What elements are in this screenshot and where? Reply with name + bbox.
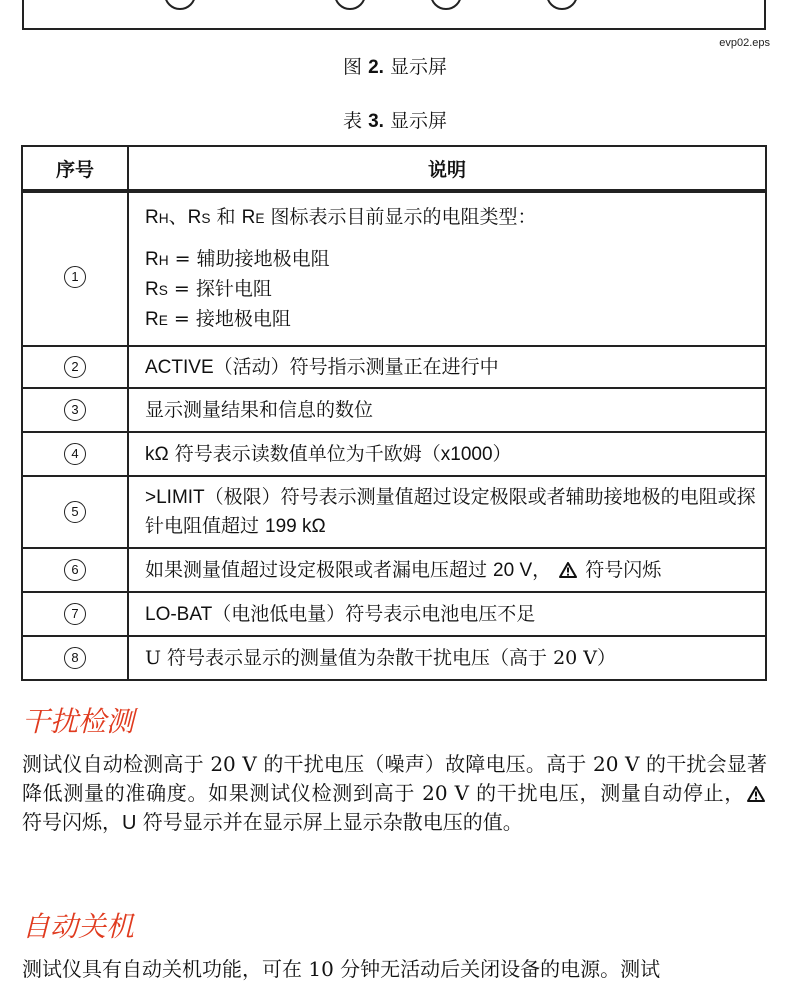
figure-callout-circle: [164, 0, 196, 10]
warning-triangle-icon: [747, 786, 765, 802]
warning-triangle-icon: [559, 562, 577, 578]
section-heading-auto-off: 自动关机: [22, 910, 135, 943]
table-row: [22, 476, 766, 548]
item-number-badge: 8: [64, 647, 86, 669]
figure-callout-circle: [334, 0, 366, 10]
table-row: [22, 191, 766, 346]
table-row: [22, 636, 766, 680]
section-heading-interference: 干扰检测: [22, 705, 135, 738]
row-description: LO-BAT（电池低电量）符号表示电池电压不足: [128, 592, 766, 636]
resistance-definition: RH = 辅助接地极电阻: [145, 248, 330, 270]
interference-paragraph: 测试仪自动检测高于 20 V 的干扰电压（噪声）故障电压。高于 20 V 的干扰会显著降低测量的准确度。如果测试仪检测到高于 20 V 的干扰电压，测量自动停止， 符号闪烁，U 符号显示并在显示屏上显示杂散电压的值。: [22, 752, 767, 834]
figure-callout-circle: [546, 0, 578, 10]
row-description: 如果测量值超过设定极限或者漏电压超过 20 V， 符号闪烁: [128, 548, 766, 592]
display-figure-frame: [22, 0, 766, 30]
header-number: 序号: [22, 146, 128, 191]
item-number-badge: 1: [64, 266, 86, 288]
table-row: [22, 432, 766, 476]
item-number-badge: 3: [64, 399, 86, 421]
figure-callout-circle: [430, 0, 462, 10]
table-row: [22, 346, 766, 388]
table-header-row: [22, 146, 766, 191]
item-number-badge: 2: [64, 356, 86, 378]
table-row: [22, 548, 766, 592]
resistance-definition: RE = 接地极电阻: [145, 308, 291, 330]
item-number-badge: 7: [64, 603, 86, 625]
item-number-badge: 5: [64, 501, 86, 523]
header-description: 说明: [128, 146, 766, 191]
figure-file-reference: evp02.eps: [719, 37, 770, 49]
item-number-badge: 4: [64, 443, 86, 465]
table-caption: 表 3. 显示屏: [343, 110, 447, 132]
resistance-definition: RS = 探针电阻: [145, 278, 272, 300]
row-description: 显示测量结果和信息的数位: [128, 388, 766, 432]
row-description: ACTIVE（活动）符号指示测量正在进行中: [128, 346, 766, 388]
row-description: >LIMIT（极限）符号表示测量值超过设定极限或者辅助接地极的电阻或探针电阻值超过 199 kΩ: [128, 476, 766, 548]
item-number-badge: 6: [64, 559, 86, 581]
auto-off-paragraph: 测试仪具有自动关机功能，可在 10 分钟无活动后关闭设备的电源。测试: [22, 957, 661, 981]
figure-caption: 图 2. 显示屏: [343, 56, 447, 78]
row-description: kΩ 符号表示读数值单位为千欧姆（x1000）: [128, 432, 766, 476]
resistance-type-intro: RH、RS 和 RE 图标表示目前显示的电阻类型：: [145, 206, 537, 228]
row-description: U 符号表示显示的测量值为杂散干扰电压（高于 20 V）: [128, 636, 766, 680]
row-description: [128, 191, 766, 346]
display-description-table: [21, 145, 767, 681]
table-row: [22, 388, 766, 432]
table-row: [22, 592, 766, 636]
